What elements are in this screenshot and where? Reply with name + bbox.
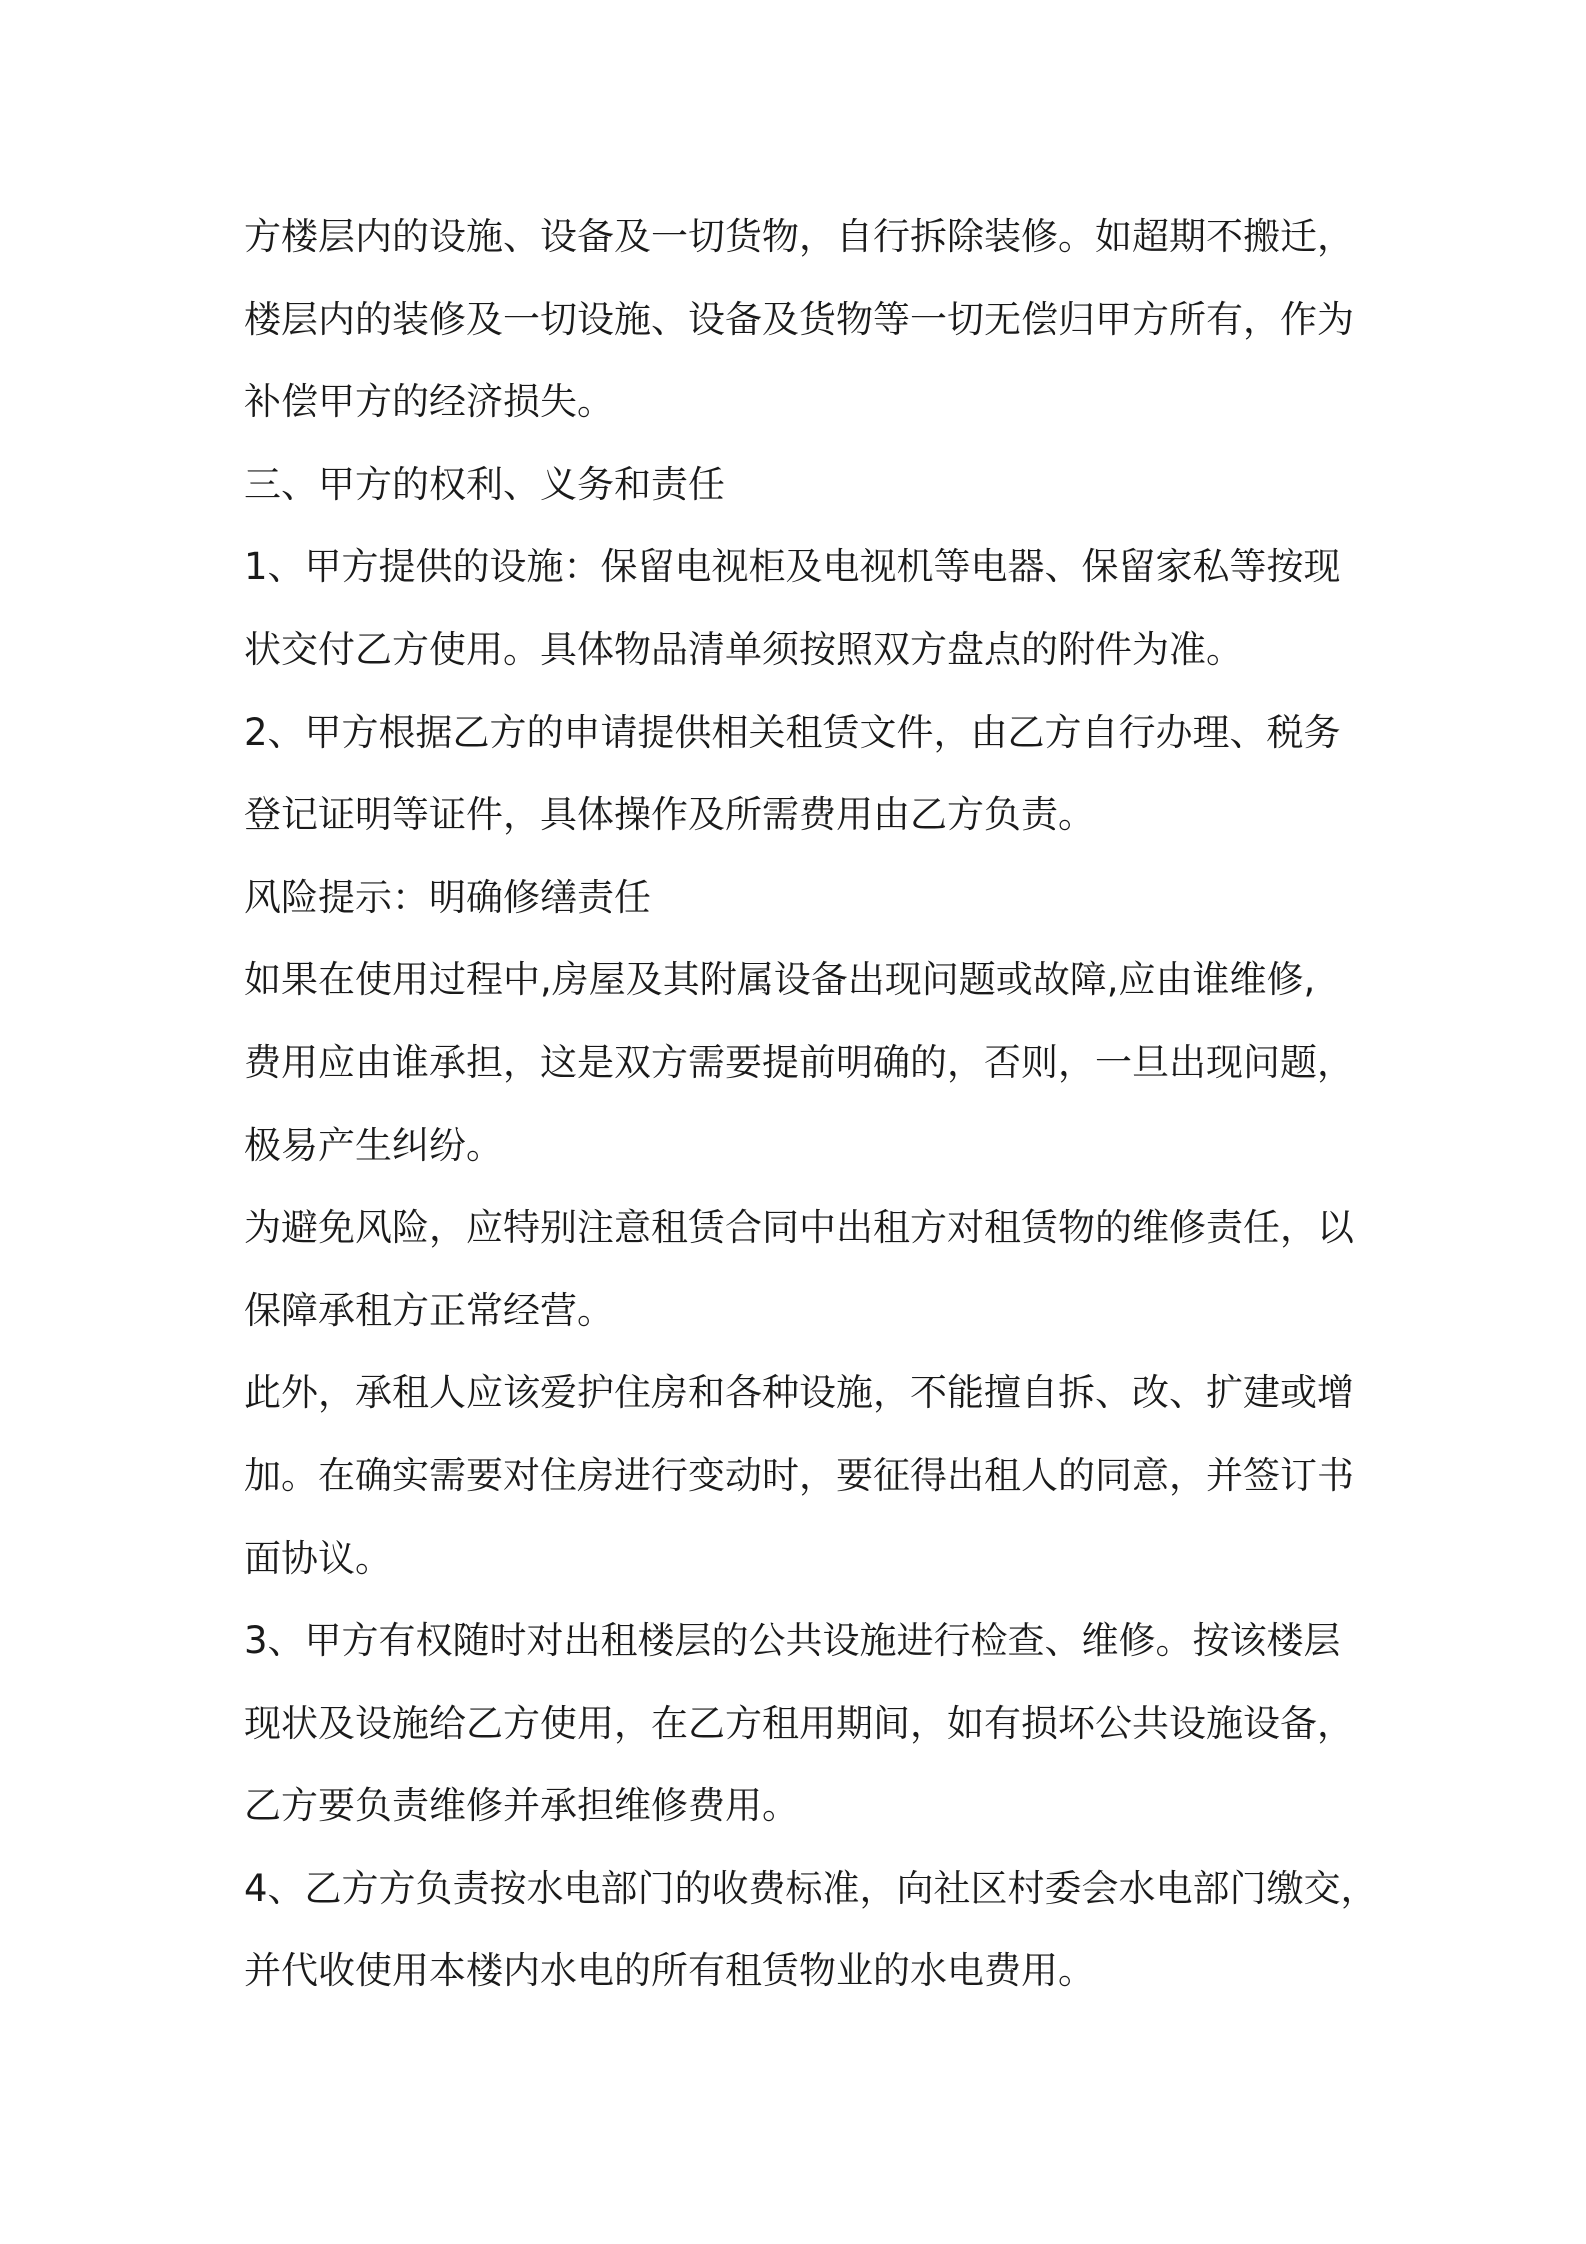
text-line: 面协议。 <box>244 1536 392 1580</box>
text-line: 4、乙方方负责按水电部门的收费标准，向社区村委会水电部门缴交， <box>244 1866 1378 1910</box>
text-line: 乙方要负责维修并承担维修费用。 <box>244 1784 799 1828</box>
text-line: 方楼层内的设施、设备及一切货物，自行拆除装修。如超期不搬迁， <box>244 215 1354 258</box>
text-line: 状交付乙方使用。具体物品清单须按照双方盘点的附件为准。 <box>244 627 1243 671</box>
text-line: 登记证明等证件，具体操作及所需费用由乙方负责。 <box>244 793 1095 837</box>
text-line: 如果在使用过程中,房屋及其附属设备出现问题或故障,应由谁维修, <box>244 958 1316 1002</box>
text-line: 为避免风险，应特别注意租赁合同中出租方对租赁物的维修责任，以 <box>244 1206 1354 1250</box>
text-line: 楼层内的装修及一切设施、设备及货物等一切无偿归甲方所有，作为 <box>244 297 1354 341</box>
risk-heading: 风险提示：明确修缮责任 <box>244 875 651 919</box>
text-line: 费用应由谁承担，这是双方需要提前明确的，否则，一旦出现问题， <box>244 1040 1354 1084</box>
text-line: 加。在确实需要对住房进行变动时，要征得出租人的同意，并签订书 <box>244 1453 1354 1497</box>
text-line: 3、甲方有权随时对出租楼层的公共设施进行检查、维修。按该楼层 <box>244 1619 1341 1663</box>
text-line: 并代收使用本楼内水电的所有租赁物业的水电费用。 <box>244 1949 1095 1993</box>
section-heading: 三、甲方的权利、义务和责任 <box>244 462 725 506</box>
text-line: 现状及设施给乙方使用，在乙方租用期间，如有损坏公共设施设备， <box>244 1701 1354 1745</box>
text-line: 补偿甲方的经济损失。 <box>244 380 614 424</box>
text-line: 1、甲方提供的设施：保留电视柜及电视机等电器、保留家私等按现 <box>244 545 1341 589</box>
text-line: 此外，承租人应该爱护住房和各种设施，不能擅自拆、改、扩建或增 <box>244 1371 1354 1415</box>
text-line: 极易产生纠纷。 <box>244 1123 503 1167</box>
document-body <box>244 196 1378 2013</box>
text-line: 2、甲方根据乙方的申请提供相关租赁文件，由乙方自行办理、税务 <box>244 710 1341 754</box>
text-line: 保障承租方正常经营。 <box>244 1288 614 1332</box>
